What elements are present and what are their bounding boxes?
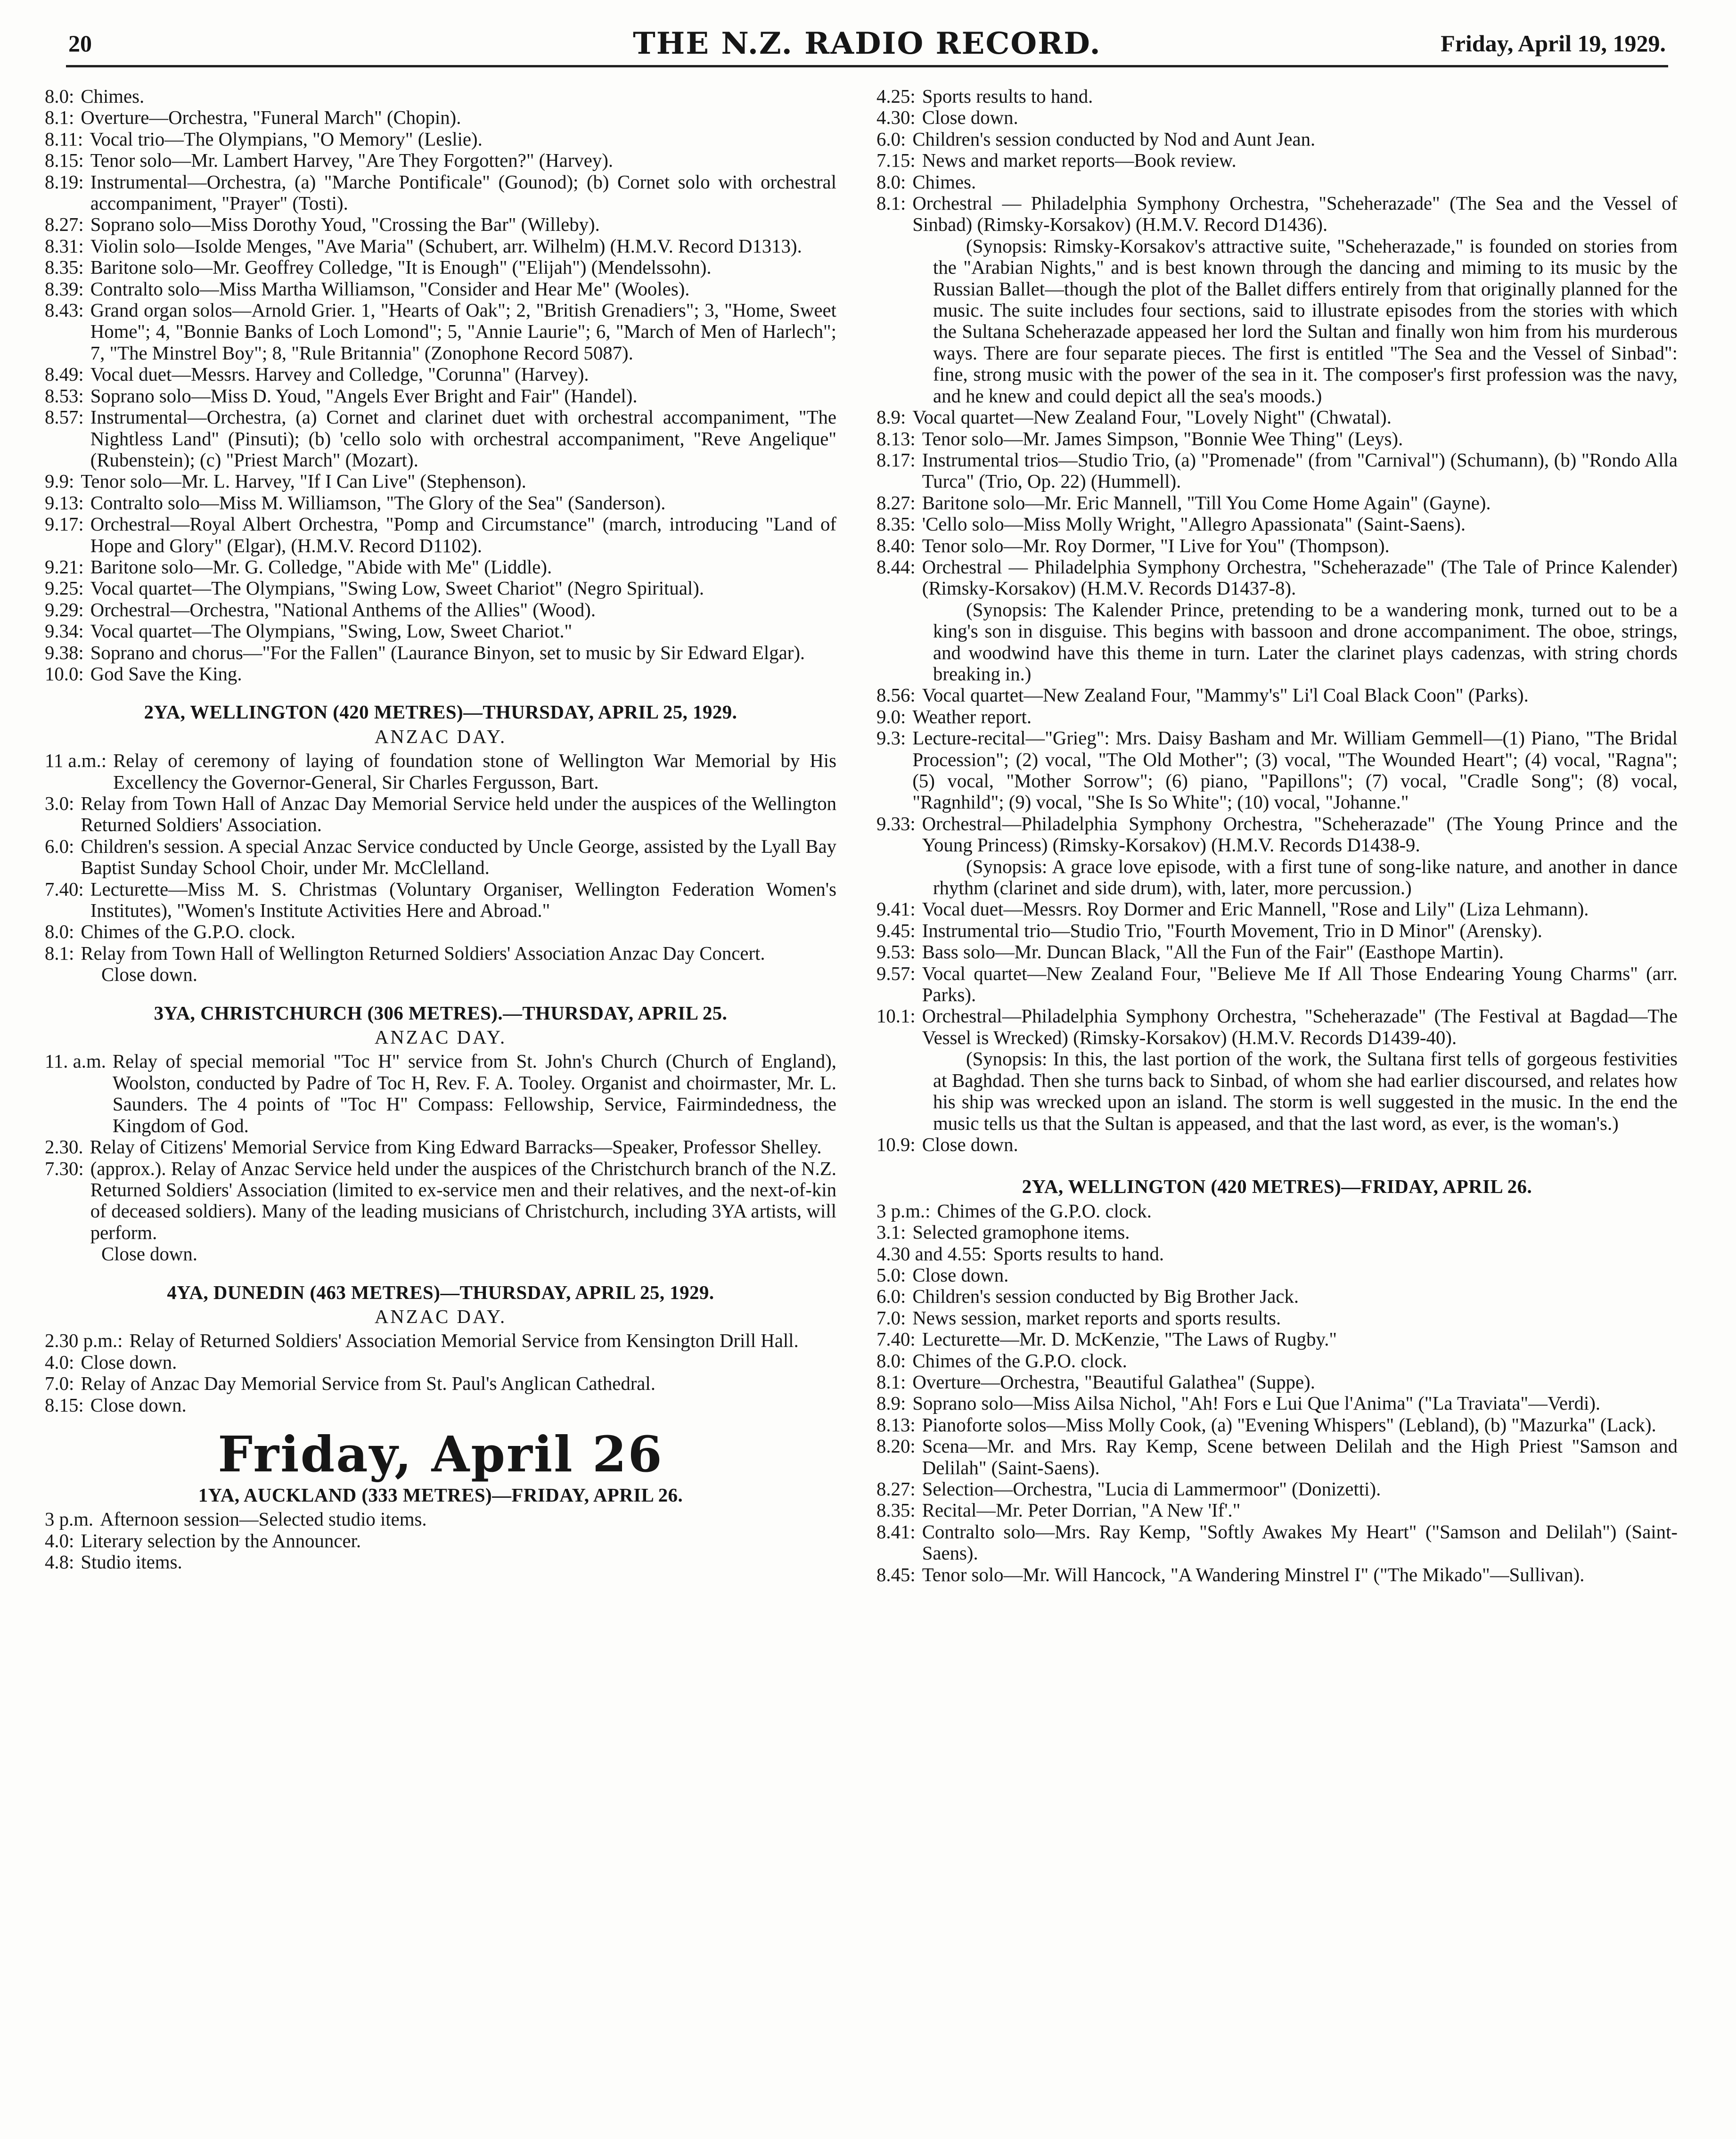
programme-entry	[876, 727, 1678, 813]
programme-entry	[876, 1134, 1678, 1155]
left-column	[45, 86, 836, 1573]
page-header	[68, 26, 1666, 64]
close-down-line: Close down.	[101, 964, 197, 986]
entry-time: 9.0:	[876, 706, 906, 727]
entry-description: Vocal quartet—New Zealand Four, "Mammy's" Li'l Coal Black Coon" (Parks).	[922, 685, 1529, 706]
programme-entry	[876, 1307, 1678, 1329]
entry-time: 3 p.m.	[45, 1509, 94, 1530]
entry-description: Vocal quartet—New Zealand Four, "Believe Me If All Those Endearing Young Charms" (arr. Parks).	[922, 963, 1678, 1006]
entry-time: 8.17:	[876, 449, 916, 471]
entry-time: 9.38:	[45, 642, 84, 663]
entry-time: 8.39:	[45, 278, 84, 300]
programme-entry	[876, 963, 1678, 1006]
programme-entry	[45, 86, 836, 107]
programme-entry	[45, 1509, 836, 1530]
programme-entry	[45, 514, 836, 556]
entry-time: 3 p.m.:	[876, 1200, 931, 1222]
entry-time: 2.30 p.m.:	[45, 1330, 123, 1352]
programme-entry	[45, 1158, 836, 1244]
synopsis: (Synopsis: Rimsky-Korsakov's attractive suite, "Scheherazade," is founded on stories from the "Arabian Nights," and is best known through the dancing and miming to its music by the Russian Ballet—though the plot of the Ballet differs entirely from that originally planned for the music. The suite includes four sections, said to illustrate episodes from the stories with which the Sultana Scheherazade appeased her lord the Sultan and finally won him from his murderous ways. There are four separate pieces. The first is entitled "The Sea and the Vessel of Sinbad": fine, strong music with the power of the sea in it. The composer's first profession was the navy, and he knew and could depict all the sea's moods.)	[933, 235, 1678, 407]
programme-entry	[45, 107, 836, 128]
entry-time: 8.15:	[45, 150, 84, 171]
entry-description: Vocal duet—Messrs. Harvey and Colledge, "Corunna" (Harvey).	[90, 364, 589, 385]
entry-time: 9.17:	[45, 514, 84, 535]
entry-time: 9.33:	[876, 813, 916, 834]
entry-description: Tenor solo—Mr. James Simpson, "Bonnie Wee Thing" (Leys).	[922, 428, 1403, 449]
entry-time: 8.40:	[876, 535, 916, 556]
entry-description: Sports results to hand.	[993, 1243, 1164, 1265]
entry-time: 9.29:	[45, 599, 84, 620]
programme-entry	[45, 1352, 836, 1373]
entry-description: Lecture-recital—"Grieg": Mrs. Daisy Basham and Mr. William Gemmell—(1) Piano, "The Bridal Procession"; (2) vocal, "The Old Mother"; (3) vocal, "The Wounded Heart"; (4) vocal, "Ragna"; (5) vocal, "Mother Sorrow"; (6) piano, "Papillons"; (7) vocal, "Cradle Song"; (8) vocal, "Ragnhild"; (9) vocal, "She Is So White"; (10) vocal, "Johanne."	[912, 727, 1678, 813]
programme-entry	[876, 1329, 1678, 1350]
programme-entry	[45, 471, 836, 492]
entry-time: 7.0:	[876, 1307, 906, 1329]
entry-description: Studio items.	[81, 1551, 182, 1573]
entry-description: God Save the King.	[90, 663, 242, 685]
entry-time: 4.8:	[45, 1551, 74, 1573]
entry-description: Instrumental trios—Studio Trio, (a) "Promenade" (from "Carnival") (Schumann), (b) "Rondo Alla Turca" (Trio, Op. 22) (Hummell).	[922, 449, 1678, 492]
entry-description: Grand organ solos—Arnold Grier. 1, "Hearts of Oak"; 2, "British Grenadiers"; 3, "Home, Sweet Home"; 4, "Bonnie Banks of Loch Lomond"; 5, "Annie Laurie"; 6, "March of Men of Harlech"; 7, "The Minstrel Boy"; 8, "Rule Britannia" (Zonophone Record 5087).	[90, 300, 836, 364]
programme-entry	[876, 449, 1678, 492]
entry-description: Baritone solo—Mr. G. Colledge, "Abide with Me" (Liddle).	[90, 556, 552, 578]
entry-time: 11. a.m.	[45, 1051, 106, 1072]
programme-entry	[876, 428, 1678, 449]
entry-time: 9.41:	[876, 898, 916, 920]
entry-time: 8.9:	[876, 1393, 906, 1414]
programme-list	[876, 407, 1678, 599]
programme-list	[876, 898, 1678, 1048]
entry-time: 9.53:	[876, 941, 916, 963]
entry-time: 9.57:	[876, 963, 916, 984]
entry-time: 6.0:	[45, 835, 74, 857]
entry-description: Overture—Orchestra, "Beautiful Galathea" (Suppe).	[912, 1371, 1315, 1393]
entry-time: 8.27:	[876, 1478, 916, 1500]
programme-entry	[876, 941, 1678, 963]
programme-entry	[45, 492, 836, 514]
entry-time: 8.45:	[876, 1564, 916, 1585]
entry-description: Selection—Orchestra, "Lucia di Lammermoor" (Donizetti).	[922, 1478, 1381, 1500]
programme-entry	[876, 1222, 1678, 1243]
programme-entry	[45, 1136, 836, 1158]
entry-time: 9.21:	[45, 556, 84, 578]
entry-time: 8.49:	[45, 364, 84, 385]
entry-time: 8.35:	[45, 257, 84, 278]
entry-description: Relay of Citizens' Memorial Service from King Edward Barracks—Speaker, Professor Shelley.	[90, 1136, 822, 1158]
close-down-line: Close down.	[101, 1243, 197, 1265]
programme-entry	[876, 1200, 1678, 1222]
entry-description: Close down.	[922, 107, 1018, 129]
entry-time: 8.53:	[45, 385, 84, 407]
entry-description: Weather report.	[912, 706, 1032, 727]
entry-description: Soprano solo—Miss Ailsa Nichol, "Ah! Fors e Lui Que l'Anima" ("La Traviata"—Verdi).	[912, 1393, 1601, 1414]
programme-entry	[876, 1286, 1678, 1307]
entry-time: 8.44:	[876, 556, 916, 578]
entry-time: 8.41:	[876, 1521, 916, 1543]
programme-entry	[876, 898, 1678, 920]
entry-description: Recital—Mr. Peter Dorrian, "A New 'If'."	[922, 1500, 1241, 1521]
entry-time: 8.0:	[876, 171, 906, 193]
station-heading: 2YA, WELLINGTON (420 METRES)—THURSDAY, APRIL 25, 1929.	[144, 702, 737, 723]
entry-description: Close down.	[90, 1394, 187, 1416]
entry-description: Relay of Returned Soldiers' Association Memorial Service from Kensington Drill Hall.	[129, 1330, 799, 1352]
programme-list	[876, 1200, 1678, 1585]
entry-time: 4.25:	[876, 86, 916, 107]
entry-time: 8.0:	[45, 86, 74, 107]
programme-entry	[876, 193, 1678, 236]
entry-description: Bass solo—Mr. Duncan Black, "All the Fun of the Fair" (Easthope Martin).	[922, 941, 1504, 963]
entry-description: Lecturette—Miss M. S. Christmas (Voluntary Organiser, Wellington Federation Women's Institutes), "Women's Institute Activities Here and Abroad."	[90, 878, 836, 922]
entry-description: Tenor solo—Mr. Roy Dormer, "I Live for You" (Thompson).	[922, 535, 1390, 556]
programme-entry	[45, 1395, 836, 1416]
entry-time: 8.19:	[45, 171, 84, 193]
programme-entry	[45, 793, 836, 836]
entry-description: Relay from Town Hall of Wellington Returned Soldiers' Association Anzac Day Concert.	[81, 942, 765, 964]
entry-time: 7.15:	[876, 150, 916, 171]
entry-time: 6.0:	[876, 1286, 906, 1307]
entry-time: 10.1:	[876, 1005, 916, 1027]
programme-entry	[876, 514, 1678, 535]
programme-entry	[45, 278, 836, 300]
entry-description: Selected gramophone items.	[912, 1222, 1130, 1243]
entry-description: Tenor solo—Mr. Lambert Harvey, "Are They Forgotten?" (Harvey).	[90, 150, 614, 171]
entry-description: Children's session. A special Anzac Service conducted by Uncle George, assisted by the Lyall Bay Baptist Sunday School Choir, under Mr. McClelland.	[81, 835, 836, 879]
entry-time: 8.0:	[876, 1350, 906, 1372]
entry-time: 7.40:	[876, 1329, 916, 1350]
entry-time: 8.13:	[876, 1414, 916, 1436]
entry-description: Tenor solo—Mr. Will Hancock, "A Wandering Minstrel I" ("The Mikado"—Sullivan).	[922, 1564, 1585, 1585]
programme-entry	[876, 1500, 1678, 1521]
entry-time: 9.45:	[876, 920, 916, 941]
entry-description: Chimes of the G.P.O. clock.	[937, 1200, 1152, 1222]
entry-description: News session, market reports and sports results.	[912, 1307, 1281, 1329]
issue-date: Friday, April 19, 1929.	[1441, 30, 1666, 57]
entry-description: Vocal duet—Messrs. Roy Dormer and Eric Mannell, "Rose and Lily" (Liza Lehmann).	[922, 898, 1589, 920]
entry-time: 8.1:	[876, 1371, 906, 1393]
entry-description: Literary selection by the Announcer.	[81, 1530, 361, 1551]
entry-description: Chimes.	[81, 86, 145, 107]
entry-time: 8.31:	[45, 235, 84, 257]
entry-description: Orchestral — Philadelphia Symphony Orchestra, "Scheherazade" (The Tale of Prince Kalender) (Rimsky-Korsakov) (H.M.V. Records D1437-8).	[922, 556, 1678, 599]
programme-entry	[45, 385, 836, 407]
entry-time: 8.13:	[876, 428, 916, 449]
programme-entry	[45, 642, 836, 663]
entry-time: 8.9:	[876, 407, 906, 428]
entry-time: 6.0:	[876, 128, 906, 150]
programme-entry	[876, 535, 1678, 556]
entry-time: 8.1:	[45, 107, 74, 129]
programme-list	[45, 750, 836, 964]
synopsis: (Synopsis: A grace love episode, with a first tune of song-like nature, and another in dance rhythm (clarinet and side drum), with, later, more percussion.)	[933, 856, 1678, 899]
entry-time: 4.30 and 4.55:	[876, 1243, 987, 1265]
entry-time: 9.9:	[45, 471, 74, 492]
entry-time: 7.0:	[45, 1373, 74, 1395]
programme-entry	[876, 920, 1678, 941]
entry-description: Orchestral — Philadelphia Symphony Orchestra, "Scheherazade" (The Sea and the Vessel of Sinbad) (Rimsky-Korsakov) (H.M.V. Record D1436).	[912, 193, 1678, 236]
programme-entry	[876, 1478, 1678, 1500]
programme-entry	[876, 1393, 1678, 1414]
programme-entry	[876, 1005, 1678, 1048]
programme-entry	[876, 492, 1678, 514]
programme-entry	[45, 663, 836, 685]
entry-description: Baritone solo—Mr. Eric Mannell, "Till You Come Home Again" (Gayne).	[922, 492, 1491, 514]
page-number: 20	[68, 30, 92, 57]
entry-description: Orchestral—Philadelphia Symphony Orchestra, "Scheherazade" (The Festival at Bagdad—The Vessel is Wrecked) (Rimsky-Korsakov) (H.M.V. Records D1439-40).	[922, 1005, 1678, 1048]
entry-time: 3.1:	[876, 1222, 906, 1243]
entry-time: 2.30.	[45, 1136, 83, 1158]
entry-description: Lecturette—Mr. D. McKenzie, "The Laws of Rugby."	[922, 1329, 1337, 1350]
entry-description: Soprano solo—Miss D. Youd, "Angels Ever Bright and Fair" (Handel).	[90, 385, 638, 407]
entry-description: Violin solo—Isolde Menges, "Ave Maria" (Schubert, arr. Wilhelm) (H.M.V. Record D1313).	[90, 235, 802, 257]
entry-time: 7.30:	[45, 1158, 84, 1179]
programme-entry	[876, 1350, 1678, 1372]
programme-entry	[45, 1330, 836, 1351]
programme-entry	[876, 1436, 1678, 1478]
programme-entry	[876, 171, 1678, 193]
entry-time: 9.34:	[45, 620, 84, 642]
programme-entry	[876, 107, 1678, 128]
entry-description: Contralto solo—Miss Martha Williamson, "Consider and Hear Me" (Wooles).	[90, 278, 690, 300]
entry-time: 9.25:	[45, 578, 84, 599]
entry-time: 8.1:	[45, 942, 74, 964]
programme-entry	[45, 214, 836, 235]
entry-description: Relay of special memorial "Toc H" service from St. John's Church (Church of England), Woolston, conducted by Padre of Toc H, Rev. F. A. Tooley. Organist and choirmaster, Mr. L. Saunders. The 4 points of "Toc H" Compass: Fellowship, Service, Fairmindedness, the Kingdom of God.	[112, 1051, 836, 1136]
entry-description: Relay of ceremony of laying of foundation stone of Wellington War Memorial by His Excellency the Governor-General, Sir Charles Fergusson, Bart.	[113, 750, 836, 793]
programme-entry	[876, 685, 1678, 706]
entry-description: Sports results to hand.	[922, 86, 1093, 107]
entry-time: 9.13:	[45, 492, 84, 514]
entry-time: 4.0:	[45, 1351, 74, 1373]
programme-entry	[45, 836, 836, 879]
programme-entry	[45, 236, 836, 257]
entry-time: 10.0:	[45, 663, 84, 685]
programme-list	[45, 1509, 836, 1573]
programme-entry	[45, 1530, 836, 1551]
entry-time: 8.35:	[876, 514, 916, 535]
programme-entry	[45, 1051, 836, 1136]
programme-entry	[45, 1551, 836, 1573]
programme-list	[876, 685, 1678, 856]
entry-time: 8.27:	[876, 492, 916, 514]
programme-entry	[876, 1521, 1678, 1564]
entry-time: 7.40:	[45, 878, 84, 900]
entry-description: Vocal quartet—The Olympians, "Swing, Low, Sweet Chariot."	[90, 620, 573, 642]
entry-time: 8.35:	[876, 1500, 916, 1521]
station-subheading: ANZAC DAY.	[374, 1306, 507, 1327]
programme-entry	[45, 150, 836, 171]
programme-entry	[45, 599, 836, 620]
programme-list	[876, 1134, 1678, 1155]
entry-time: 4.30:	[876, 107, 916, 129]
entry-description: Relay from Town Hall of Anzac Day Memorial Service held under the auspices of the Wellington Returned Soldiers' Association.	[81, 793, 836, 836]
programme-entry	[45, 364, 836, 385]
day-heading: Friday, April 26	[218, 1425, 663, 1483]
entry-time: 8.43:	[45, 300, 84, 321]
entry-description: News and market reports—Book review.	[922, 150, 1236, 171]
programme-entry	[45, 171, 836, 214]
synopsis: (Synopsis: In this, the last portion of the work, the Sultana first tells of gorgeous festivities at Baghdad. Then she turns back to Sinbad, of whom she had earlier discoursed, and relates how his ship was wrecked upon an island. The storm is well suggested in the music. In the end the music tells us that the Sultan is appeased, and that the last word, as ever, is the woman's.)	[933, 1048, 1678, 1134]
entry-description: Orchestral—Philadelphia Symphony Orchestra, "Scheherazade" (The Young Prince and the Young Princess) (Rimsky-Korsakov) (H.M.V. Records D1438-9.	[922, 813, 1678, 856]
programme-entry	[45, 943, 836, 964]
entry-description: Chimes.	[912, 171, 976, 193]
entry-description: Baritone solo—Mr. Geoffrey Colledge, "It is Enough" ("Elijah") (Mendelssohn).	[90, 257, 712, 278]
entry-description: Close down.	[922, 1134, 1018, 1155]
programme-entry	[876, 556, 1678, 599]
entry-time: 8.11:	[45, 128, 83, 150]
entry-time: 4.0:	[45, 1530, 74, 1551]
programme-entry	[876, 1564, 1678, 1585]
programme-entry	[45, 1373, 836, 1394]
programme-entry	[876, 813, 1678, 856]
entry-time: 10.9:	[876, 1134, 916, 1155]
programme-list	[45, 1330, 836, 1416]
entry-time: 8.56:	[876, 685, 916, 706]
programme-entry	[45, 750, 836, 793]
entry-time: 8.1:	[876, 193, 906, 214]
entry-description: Scena—Mr. and Mrs. Ray Kemp, Scene between Delilah and the High Priest "Samson and Delilah" (Saint-Saens).	[922, 1436, 1678, 1478]
entry-description: Soprano solo—Miss Dorothy Youd, "Crossing the Bar" (Willeby).	[90, 214, 600, 236]
entry-description: Contralto solo—Mrs. Ray Kemp, "Softly Awakes My Heart" ("Samson and Delilah") (Saint-Saens).	[922, 1521, 1678, 1564]
entry-time: 8.20:	[876, 1436, 916, 1457]
entry-time: 3.0:	[45, 793, 74, 814]
entry-description: Orchestral—Royal Albert Orchestra, "Pomp and Circumstance" (march, introducing "Land of Hope and Glory" (Elgar), (H.M.V. Record D1102).	[90, 514, 836, 556]
programme-entry	[45, 407, 836, 471]
programme-entry	[876, 1243, 1678, 1265]
programme-list	[876, 86, 1678, 236]
programme-entry	[45, 620, 836, 642]
station-subheading: ANZAC DAY.	[374, 726, 507, 747]
programme-entry	[876, 86, 1678, 107]
entry-description: Children's session conducted by Nod and Aunt Jean.	[912, 128, 1316, 150]
entry-description: (approx.). Relay of Anzac Service held under the auspices of the Christchurch branch of the N.Z. Returned Soldiers' Association (limited to ex-service men and their relatives, and the next-of-kin of deceased soldiers). Many of the leading musicians of Christchurch, including 3YA artists, will perform.	[90, 1158, 836, 1243]
station-heading: 3YA, CHRISTCHURCH (306 METRES).—THURSDAY, APRIL 25.	[154, 1002, 728, 1024]
synopsis: (Synopsis: The Kalender Prince, pretending to be a wandering monk, turned out to be a king's son in disguise. This begins with bassoon and drone accompaniment. The oboe, strings, and woodwind have this theme in turn. Later the clarinet plays cadenzas, with string chords breaking in.)	[933, 599, 1678, 685]
programme-entry	[876, 706, 1678, 727]
programme-entry	[45, 556, 836, 578]
entry-description: 'Cello solo—Miss Molly Wright, "Allegro Apassionata" (Saint-Saens).	[922, 514, 1466, 535]
programme-entry	[45, 921, 836, 942]
entry-description: Children's session conducted by Big Brother Jack.	[912, 1286, 1299, 1307]
entry-description: Close down.	[912, 1264, 1009, 1286]
header-rule	[66, 65, 1668, 67]
entry-time: 9.3:	[876, 727, 906, 749]
entry-time: 11 a.m.:	[45, 750, 107, 772]
entry-time: 8.27:	[45, 214, 84, 236]
entry-description: Relay of Anzac Day Memorial Service from St. Paul's Anglican Cathedral.	[81, 1373, 655, 1395]
programme-entry	[876, 407, 1678, 428]
programme-entry	[45, 300, 836, 364]
newspaper-title: THE N.Z. RADIO RECORD.	[633, 26, 1101, 61]
entry-description: Afternoon session—Selected studio items.	[100, 1509, 427, 1530]
entry-description: Overture—Orchestra, "Funeral March" (Chopin).	[81, 107, 461, 129]
entry-time: 8.15:	[45, 1394, 84, 1416]
entry-description: Close down.	[81, 1351, 177, 1373]
entry-description: Instrumental trio—Studio Trio, "Fourth Movement, Trio in D Minor" (Arensky).	[922, 920, 1542, 941]
entry-description: Tenor solo—Mr. L. Harvey, "If I Can Live" (Stephenson).	[81, 471, 526, 492]
programme-list	[45, 86, 836, 685]
entry-description: Orchestral—Orchestra, "National Anthems of the Allies" (Wood).	[90, 599, 596, 620]
entry-description: Vocal quartet—The Olympians, "Swing Low, Sweet Chariot" (Negro Spiritual).	[90, 578, 704, 599]
entry-time: 5.0:	[876, 1264, 906, 1286]
entry-description: Chimes of the G.P.O. clock.	[912, 1350, 1127, 1372]
station-heading: 2YA, WELLINGTON (420 METRES)—FRIDAY, APRIL 26.	[1022, 1176, 1532, 1198]
entry-description: Vocal trio—The Olympians, "O Memory" (Leslie).	[90, 128, 483, 150]
entry-description: Instrumental—Orchestra, (a) "Marche Pontificale" (Gounod); (b) Cornet solo with orchestral accompaniment, "Prayer" (Tosti).	[90, 171, 836, 214]
entry-description: Instrumental—Orchestra, (a) Cornet and clarinet duet with orchestral accompaniment, "The Nightless Land" (Pinsuti); (b) 'cello solo with orchestral accompaniment, "Reve Angelique" (Rubenstein); (c) "Priest March" (Mozart).	[90, 407, 836, 471]
programme-entry	[45, 578, 836, 599]
station-heading: 1YA, AUCKLAND (333 METRES)—FRIDAY, APRIL 26.	[198, 1484, 683, 1506]
entry-description: Pianoforte solos—Miss Molly Cook, (a) "Evening Whispers" (Lebland), (b) "Mazurka" (Lack).	[922, 1414, 1656, 1436]
entry-description: Soprano and chorus—"For the Fallen" (Laurance Binyon, set to music by Sir Edward Elgar).	[90, 642, 805, 663]
programme-entry	[876, 1414, 1678, 1436]
station-subheading: ANZAC DAY.	[374, 1027, 507, 1048]
entry-description: Vocal quartet—New Zealand Four, "Lovely Night" (Chwatal).	[912, 407, 1392, 428]
programme-entry	[876, 150, 1678, 171]
entry-time: 8.57:	[45, 407, 84, 428]
programme-entry	[876, 1372, 1678, 1393]
programme-entry	[876, 1265, 1678, 1286]
programme-list	[45, 1051, 836, 1243]
entry-description: Contralto solo—Miss M. Williamson, "The Glory of the Sea" (Sanderson).	[90, 492, 666, 514]
entry-description: Chimes of the G.P.O. clock.	[81, 921, 295, 943]
right-column	[876, 86, 1678, 1585]
programme-entry	[45, 257, 836, 278]
programme-entry	[45, 129, 836, 150]
entry-time: 8.0:	[45, 921, 74, 943]
programme-entry	[876, 129, 1678, 150]
programme-entry	[45, 879, 836, 922]
station-heading: 4YA, DUNEDIN (463 METRES)—THURSDAY, APRIL 25, 1929.	[167, 1282, 714, 1303]
